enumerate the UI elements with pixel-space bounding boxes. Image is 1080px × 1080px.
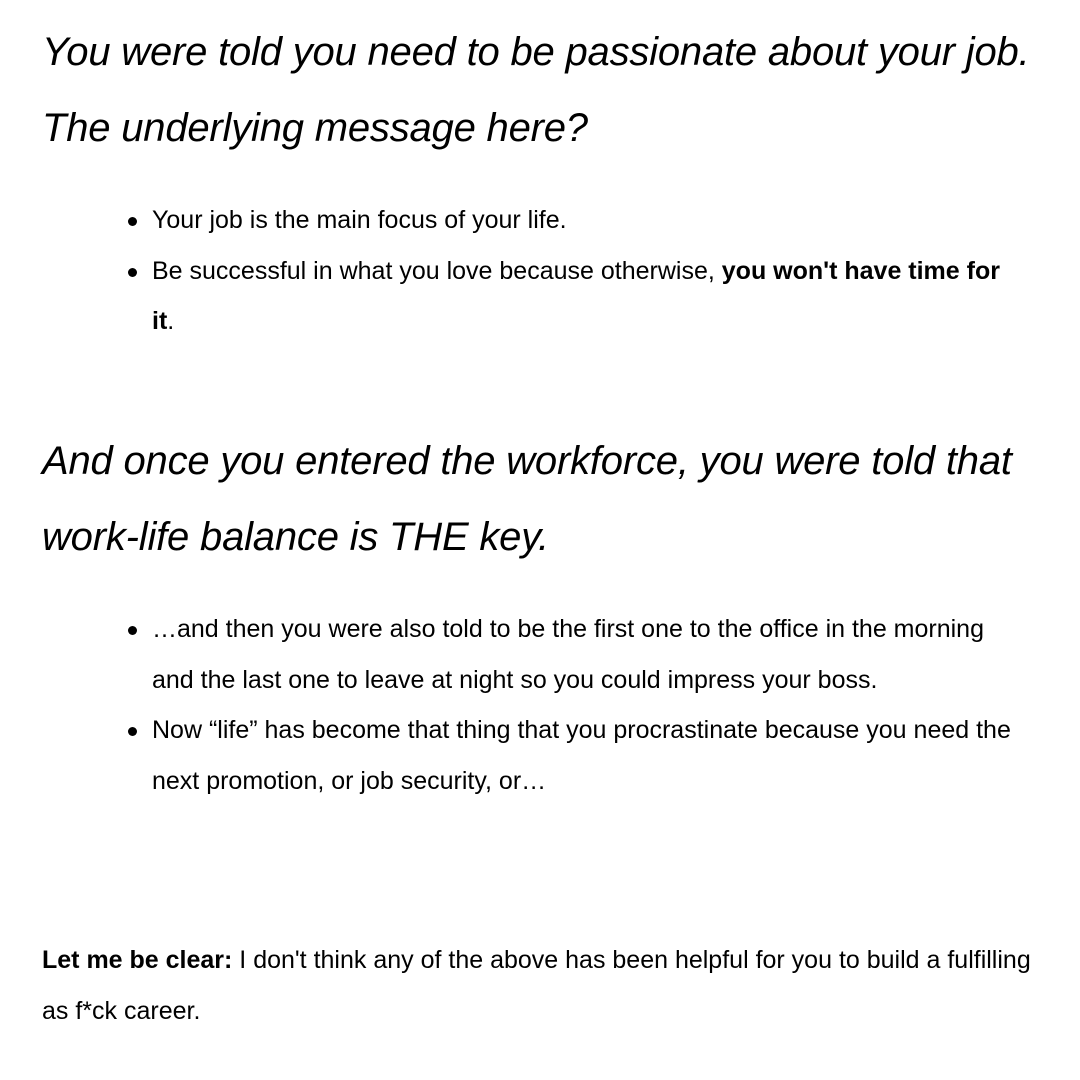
list-item-text-end: . [167, 307, 175, 335]
list-item-text: Be successful in what you love because otherwise, [152, 256, 722, 285]
closing-paragraph [42, 935, 1032, 1036]
closing-text: I don't think any of the above has been helpful for you to build a fulfilling as f*ck career. [42, 946, 1031, 1025]
list-item-emphasis: you won't have time for it [152, 256, 1000, 335]
list-item [152, 195, 1022, 246]
list-item [152, 246, 1022, 347]
section-2-heading: And once you entered the workforce, you were told that work-life balance is THE key. [42, 439, 1012, 559]
section-2-bullet-list [152, 604, 1022, 806]
list-item [152, 604, 1022, 705]
closing-lead: Let me be clear: [42, 946, 233, 974]
section-1-bullet-list [152, 195, 1022, 347]
list-item-text: …and then you were also told to be the first one to the office in the morning and the last one to leave at night so you could impress your boss. [152, 615, 984, 694]
list-item-text: Your job is the main focus of your life. [152, 206, 567, 234]
list-item [152, 705, 1022, 806]
list-item-text: Now “life” has become that thing that you procrastinate because you need the next promotion, or job security, or… [152, 716, 1011, 795]
section-1-heading: You were told you need to be passionate about your job. The underlying message here? [42, 30, 1030, 150]
